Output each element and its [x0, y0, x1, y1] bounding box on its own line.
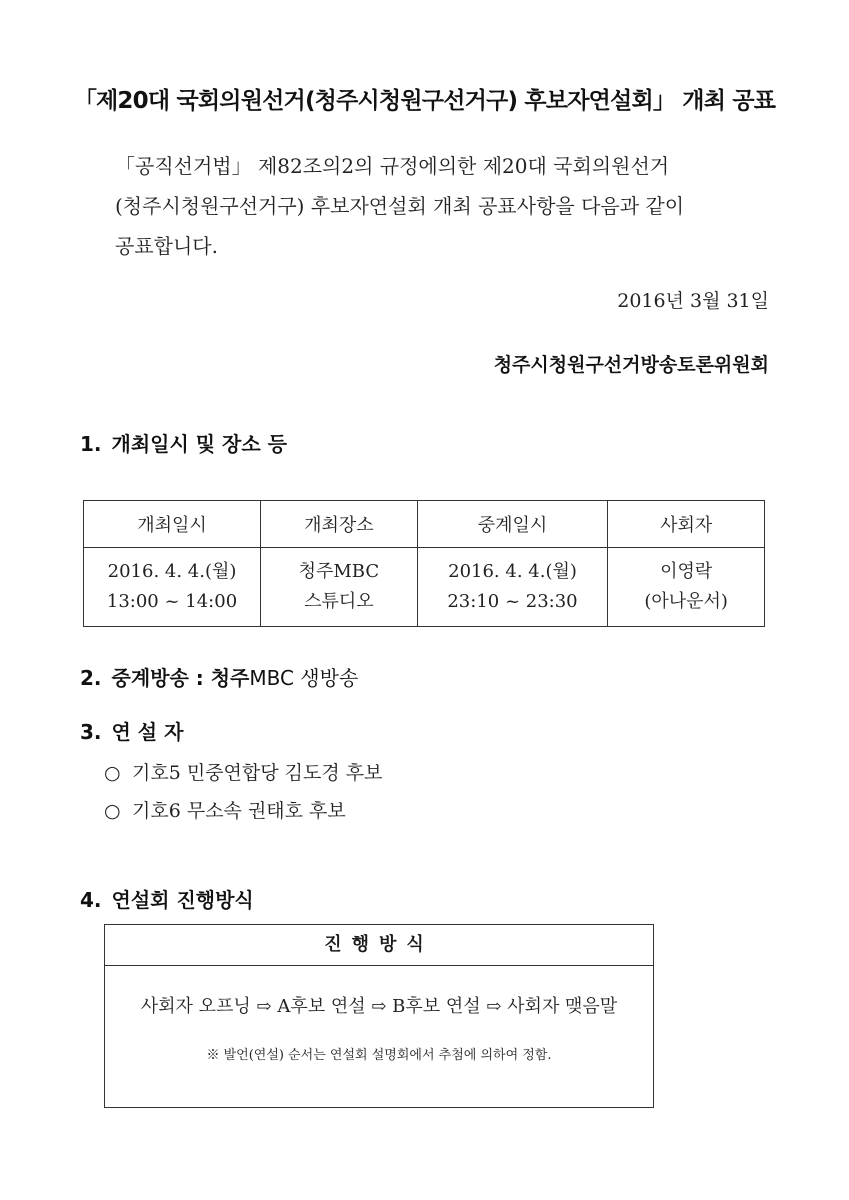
- procedure-box-title: 진행방식: [105, 925, 653, 966]
- circle-bullet-icon: ○: [104, 800, 121, 822]
- table-header-cell: 개최장소: [261, 501, 418, 548]
- procedure-box: [104, 924, 654, 1108]
- section-4-heading: [80, 884, 254, 913]
- table-cell-venue: [261, 548, 418, 627]
- table-header-cell: 사회자: [608, 501, 765, 548]
- table-header-row: [84, 501, 765, 548]
- section-3-heading: [80, 716, 183, 745]
- table-cell-moderator: [608, 548, 765, 627]
- table-cell-broadcast-datetime: [417, 548, 608, 627]
- section-title: 연 설 자: [111, 720, 184, 744]
- cell-line: 13:00 ~ 14:00: [106, 591, 238, 612]
- intro-line: 「공직선거법」 제82조의2의 규정에의한 제20대 국회의원선거: [115, 154, 670, 178]
- section-number: 3.: [80, 720, 102, 744]
- procedure-flow: 사회자 오프닝 ⇨ A후보 연설 ⇨ B후보 연설 ⇨ 사회자 맺음말: [140, 996, 618, 1017]
- section-1-heading: [80, 428, 287, 457]
- table-cell-event-datetime: [84, 548, 261, 627]
- section-number: 2.: [80, 666, 102, 690]
- speaker-text: 기호5 민중연합당 김도경 후보: [132, 762, 383, 784]
- schedule-table: [83, 500, 765, 627]
- circle-bullet-icon: ○: [104, 762, 121, 784]
- cell-line: 23:10 ~ 23:30: [447, 591, 578, 612]
- speaker-text: 기호6 무소속 권태호 후보: [132, 800, 346, 822]
- section-number: 4.: [80, 888, 102, 912]
- section-2-heading: [80, 662, 358, 691]
- cell-line: 2016. 4. 4.(월): [107, 561, 237, 582]
- table-row: [84, 548, 765, 627]
- speaker-item: [104, 758, 382, 785]
- cell-line: 이영락: [660, 561, 713, 582]
- section-number: 1.: [80, 432, 102, 456]
- announcement-date: 2016년 3월 31일: [617, 290, 769, 312]
- intro-paragraph: [115, 146, 771, 266]
- document-title: 「제20대 국회의원선거(청주시청원구선거구) 후보자연설회」 개최 공표: [73, 88, 776, 114]
- cell-line: (아나운서): [644, 591, 728, 612]
- intro-line: (청주시청원구선거구) 후보자연설회 개최 공표사항을 다음과 같이: [115, 194, 685, 218]
- table-header-cell: 개최일시: [84, 501, 261, 548]
- broadcast-value: MBC 생방송: [249, 666, 359, 690]
- speaker-item: [104, 796, 346, 823]
- intro-line: 공표합니다.: [115, 234, 218, 258]
- cell-line: 청주MBC: [298, 561, 380, 582]
- issuing-organization: 청주시청원구선거방송토론위원회: [493, 354, 769, 376]
- section-title: 개최일시 및 장소 등: [111, 432, 287, 456]
- section-title: 중계방송 : 청주: [111, 666, 250, 690]
- procedure-note: ※ 발언(연설) 순서는 연설회 설명회에서 추첨에 의하여 정함.: [206, 1048, 552, 1063]
- cell-line: 스튜디오: [304, 591, 374, 612]
- table-header-cell: 중계일시: [417, 501, 608, 548]
- section-title: 연설회 진행방식: [111, 888, 254, 912]
- cell-line: 2016. 4. 4.(월): [448, 561, 577, 582]
